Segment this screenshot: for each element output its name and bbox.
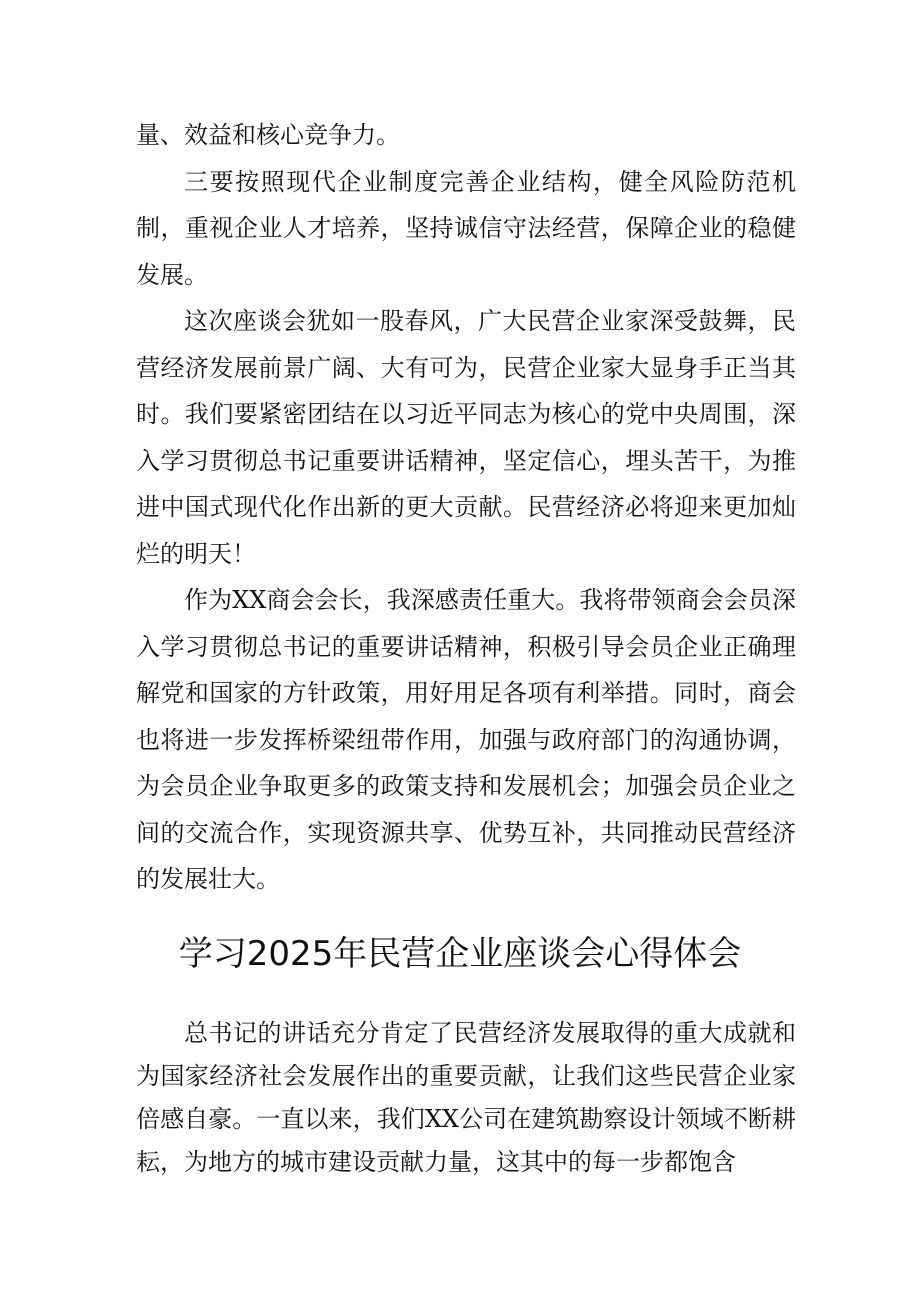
paragraph-point-three: 三要按照现代企业制度完善企业结构，健全风险防范机制，重视企业人才培养，坚持诚信守法经营，保障企业的稳健发展。: [136, 167, 796, 289]
previous-article-continuation: [136, 112, 796, 903]
paragraph-continuation: 量、效益和核心竞争力。: [136, 121, 400, 149]
article-body: [136, 1012, 796, 1184]
paragraph-chamber-role: 作为XX商会会长，我深感责任重大。我将带领商会会员深入学习贯彻总书记的重要讲话精神，积极引导会员企业正确理解党和国家的方针政策，用好用足各项有利举措。同时，商会也将进一步发挥桥梁纽带作用，加强与政府部门的沟通协调，为会员企业争取更多的政策支持和发展机会；加强会员企业之间的交流合作，实现资源共享、优势互补，共同推动民营经济的发展壮大。: [136, 586, 796, 893]
article-title: 学习2025年民营企业座谈会心得体会: [178, 934, 742, 974]
paragraph-opening: 总书记的讲话充分肯定了民营经济发展取得的重大成就和为国家经济社会发展作出的重要贡献，让我们这些民营企业家倍感自豪。一直以来，我们XX公司在建筑勘察设计领域不断耕耘，为地方的城市建设贡献力量，这其中的每一步都饱含: [136, 1019, 796, 1176]
paragraph-forum-impact: 这次座谈会犹如一股春风，广大民营企业家深受鼓舞，民营经济发展前景广阔、大有可为，民营企业家大显身手正当其时。我们要紧密团结在以习近平同志为核心的党中央周围，深入学习贯彻总书记重要讲话精神，坚定信心，埋头苦干，为推进中国式现代化作出新的更大贡献。民营经济必将迎来更加灿烂的明天！: [136, 307, 796, 568]
